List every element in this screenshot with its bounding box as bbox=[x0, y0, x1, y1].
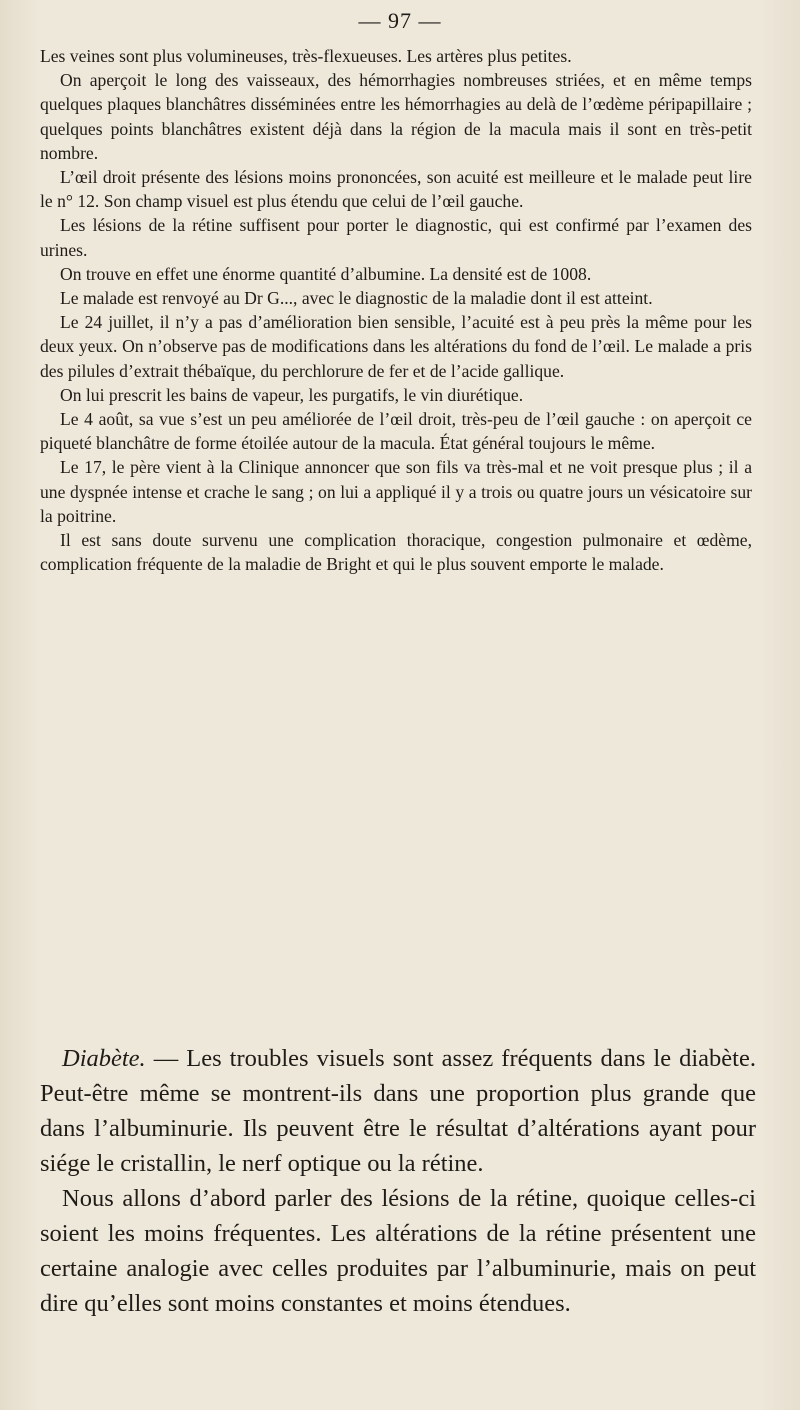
paragraph: On aperçoit le long des vaisseaux, des hémorrhagies nombreuses striées, et en même temps quelques plaques blanchâtres disséminées entre les hémorrhagies au delà de l’œdème péripapillaire ; quelques points blanchâtres existent déjà dans la région de la macula mais il sont en très-petit nombre. bbox=[40, 70, 752, 163]
paragraph: Le 24 juillet, il n’y a pas d’amélioration bien sensible, l’acuité est à peu près la même pour les deux yeux. On n’observe pas de modifications dans les altérations du fond de l’œil. Le malade a pris des pilules d’extrait thébaïque, du perchlorure de fer et de l’acide gallique. bbox=[40, 312, 752, 381]
paragraph-text: — Les troubles visuels sont assez fréquents dans le diabète. Peut-être même se montrent-ils dans une proportion plus grande que dans l’albuminurie. Ils peuvent être le résultat d’altérations ayant pour siége le cristallin, le nerf optique ou la rétine. bbox=[40, 1045, 756, 1177]
paragraph: Le 4 août, sa vue s’est un peu améliorée de l’œil droit, très-peu de l’œil gauche : on aperçoit ce piqueté blanchâtre de forme étoilée autour de la macula. État général toujours le même. bbox=[40, 409, 752, 454]
diabete-section bbox=[40, 1041, 756, 1321]
paragraph: On lui prescrit les bains de vapeur, les purgatifs, le vin diurétique. bbox=[60, 384, 524, 405]
paragraph: Le malade est renvoyé au Dr G..., avec le diagnostic de la maladie dont il est atteint. bbox=[60, 288, 653, 309]
section-heading: Diabète. bbox=[62, 1045, 146, 1072]
paragraph: L’œil droit présente des lésions moins prononcées, son acuité est meilleure et le malade peut lire le n° 12. Son champ visuel est plus étendu que celui de l’œil gauche. bbox=[40, 167, 752, 212]
page-number: — 97 — bbox=[358, 8, 442, 33]
case-report-text bbox=[40, 44, 752, 576]
paragraph: Les veines sont plus volumineuses, très-flexueuses. Les artères plus petites. bbox=[40, 46, 572, 66]
paragraph: Les lésions de la rétine suffisent pour porter le diagnostic, qui est confirmé par l’examen des urines. bbox=[40, 215, 752, 260]
paragraph: Il est sans doute survenu une complication thoracique, congestion pulmonaire et œdème, complication fréquente de la maladie de Bright et qui le plus souvent emporte le malade. bbox=[40, 530, 752, 575]
paragraph: Le 17, le père vient à la Clinique annoncer que son fils va très-mal et ne voit presque plus ; il a une dyspnée intense et crache le sang ; on lui a appliqué il y a trois ou quatre jours un vésicatoire sur la poitrine. bbox=[40, 457, 752, 526]
diabete-paragraph-1 bbox=[40, 1041, 756, 1181]
diabete-paragraph-2: Nous allons d’abord parler des lésions de la rétine, quoique celles-ci soient les moins fréquentes. Les altérations de la rétine présentent une certaine analogie avec celles produites par l’albuminurie, mais on peut dire qu’elles sont moins constantes et moins étendues. bbox=[40, 1185, 756, 1317]
paragraph: On trouve en effet une énorme quantité d’albumine. La densité est de 1008. bbox=[60, 263, 592, 284]
